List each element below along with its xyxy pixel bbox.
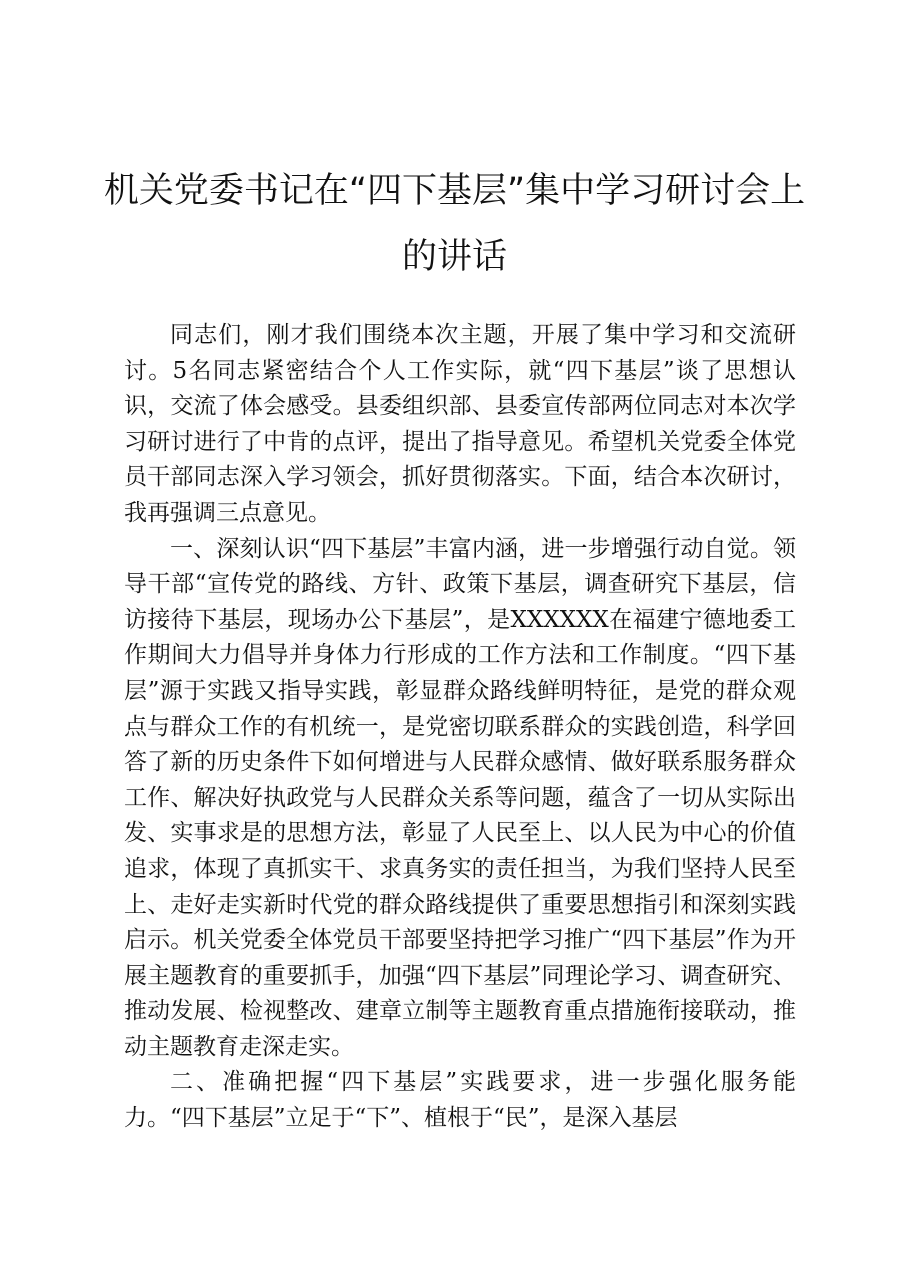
document-body bbox=[124, 318, 796, 1137]
document-title: 机关党委书记在“四下基层”集中学习研讨会上的讲话 bbox=[103, 171, 806, 277]
body-paragraph: 同志们，刚才我们围绕本次主题，开展了集中学习和交流研讨。5名同志紧密结合个人工作实际，就“四下基层”谈了思想认识，交流了体会感受。县委组织部、县委宣传部两位同志对本次学习研讨进行了中肯的点评，提出了指导意见。希望机关党委全体党员干部同志深入学习领会，抓好贯彻落实。下面，结合本次研讨，我再强调三点意见。 bbox=[124, 322, 796, 526]
body-paragraph: 二、准确把握“四下基层”实践要求，进一步强化服务能力。“四下基层”立足于“下”、植根于“民”，是深入基层 bbox=[124, 1069, 796, 1132]
body-paragraph: 一、深刻认识“四下基层”丰富内涵，进一步增强行动自觉。领导干部“宣传党的路线、方针、政策下基层，调查研究下基层，信访接待下基层，现场办公下基层”，是XXXXXX在福建宁德地委工作期间大力倡导并身体力行形成的工作方法和工作制度。“四下基层”源于实践又指导实践，彰显群众路线鲜明特征，是党的群众观点与群众工作的有机统一，是党密切联系群众的实践创造，科学回答了新的历史条件下如何增进与人民群众感情、做好联系服务群众工作、解决好执政党与人民群众关系等问题，蕴含了一切从实际出发、实事求是的思想方法，彰显了人民至上、以人民为中心的价值追求，体现了真抓实干、求真务实的责任担当，为我们坚持人民至上、走好走实新时代党的群众路线提供了重要思想指引和深刻实践启示。机关党委全体党员干部要坚持把学习推广“四下基层”作为开展主题教育的重要抓手，加强“四下基层”同理论学习、调查研究、推动发展、检视整改、建章立制等主题教育重点措施衔接联动，推动主题教育走深走实。 bbox=[124, 535, 796, 1060]
